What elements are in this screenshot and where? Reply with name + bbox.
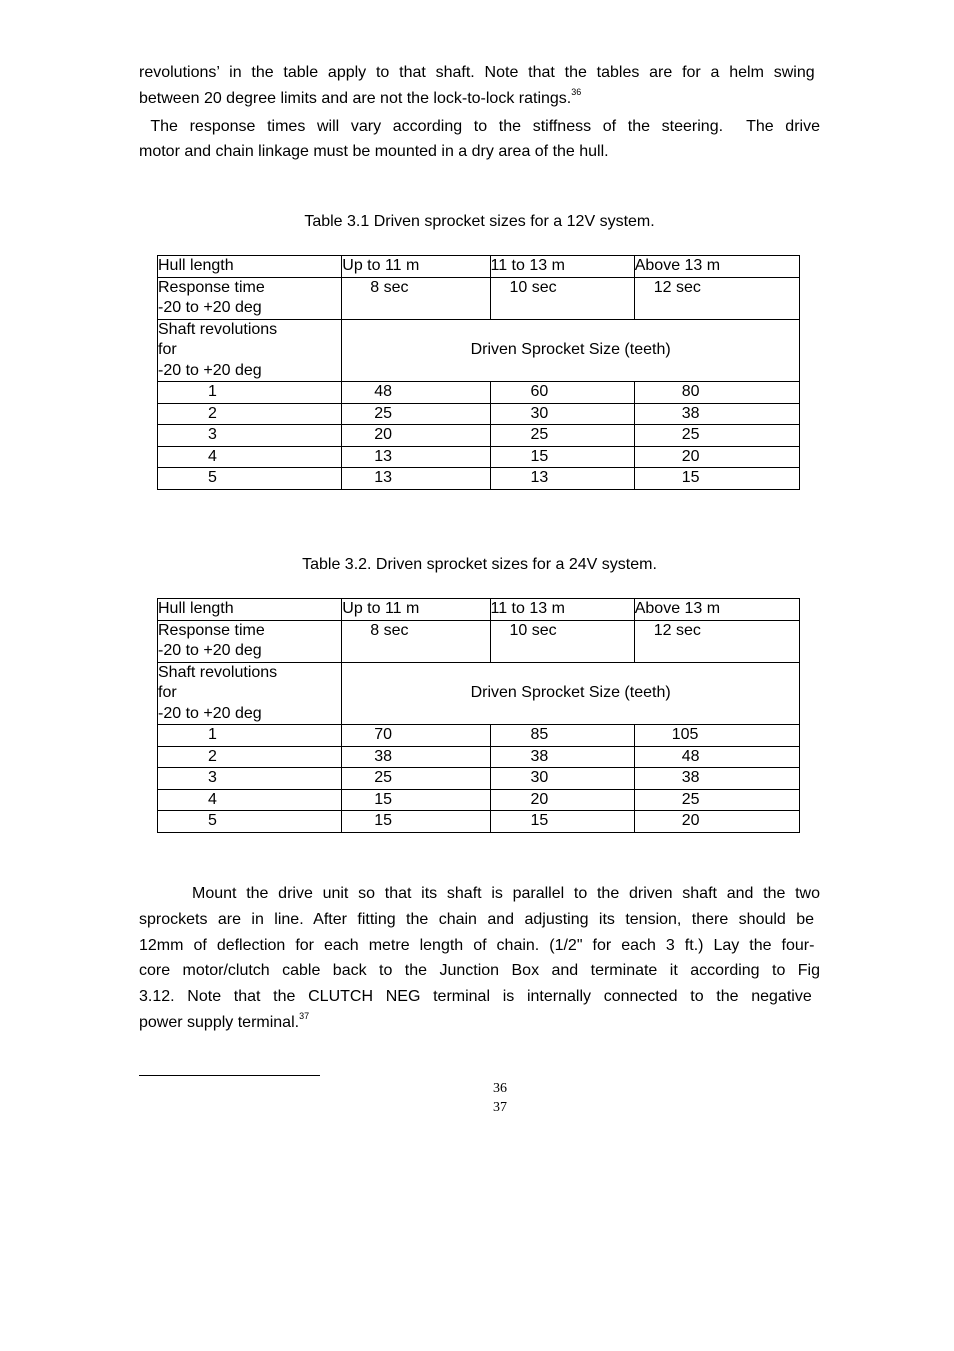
cell: 20 bbox=[490, 789, 634, 811]
table-row bbox=[158, 446, 800, 468]
footnote-ref-37[interactable]: 37 bbox=[299, 1010, 310, 1021]
intro-line-4: motor and chain linkage must be mounted in a dry area of the hull. bbox=[139, 143, 609, 161]
response-value: 10 sec bbox=[490, 277, 634, 319]
merged-sprocket-label: Driven Sprocket Size (teeth) bbox=[342, 662, 800, 725]
table-row bbox=[158, 725, 800, 747]
cell: 5 bbox=[158, 468, 342, 490]
table2-caption: Table 3.2. Driven sprocket sizes for a 24V system. bbox=[302, 556, 657, 573]
cell: 1 bbox=[158, 725, 342, 747]
header-cell: Up to 11 m bbox=[342, 599, 490, 621]
cell: 25 bbox=[490, 425, 634, 447]
header-cell: Hull length bbox=[158, 599, 342, 621]
response-row bbox=[158, 620, 800, 662]
table-row bbox=[158, 811, 800, 833]
merged-sprocket-label: Driven Sprocket Size (teeth) bbox=[342, 319, 800, 382]
mount-line-3: 12mm of deflection for each metre length of chain. (1/2" for each 3 ft.) Lay the four- bbox=[139, 936, 815, 954]
footnote-36: 36 bbox=[493, 1081, 507, 1096]
footnote-ref-36[interactable]: 36 bbox=[571, 86, 582, 97]
cell: 38 bbox=[634, 768, 799, 790]
mount-line-6: power supply terminal.$^{37}$ bbox=[139, 1010, 310, 1031]
table-header-row bbox=[158, 256, 800, 278]
table1-sprocket-12v bbox=[157, 255, 800, 490]
cell: 3 bbox=[158, 425, 342, 447]
mount-paragraph bbox=[139, 881, 820, 1038]
cell: 25 bbox=[342, 768, 490, 790]
header-cell: 11 to 13 m bbox=[490, 256, 634, 278]
table2-sprocket-24v bbox=[157, 598, 800, 833]
cell: 80 bbox=[634, 382, 799, 404]
cell: 38 bbox=[490, 746, 634, 768]
mount-line-5: 3.12. Note that the CLUTCH NEG terminal is internally connected to the negative bbox=[139, 988, 812, 1006]
header-cell: Above 13 m bbox=[634, 256, 799, 278]
cell: 20 bbox=[634, 446, 799, 468]
cell: 4 bbox=[158, 446, 342, 468]
table-header-row bbox=[158, 599, 800, 621]
cell: 105 bbox=[634, 725, 799, 747]
cell: 48 bbox=[342, 382, 490, 404]
cell: 70 bbox=[342, 725, 490, 747]
response-label: Response time -20 to +20 deg bbox=[158, 277, 342, 319]
cell: 3 bbox=[158, 768, 342, 790]
header-cell: Up to 11 m bbox=[342, 256, 490, 278]
header-cell: Hull length bbox=[158, 256, 342, 278]
table-row bbox=[158, 382, 800, 404]
response-value: 10 sec bbox=[490, 620, 634, 662]
table-row bbox=[158, 746, 800, 768]
table1-caption: Table 3.1 Driven sprocket sizes for a 12V system. bbox=[304, 213, 655, 230]
header-cell: 11 to 13 m bbox=[490, 599, 634, 621]
cell: 25 bbox=[342, 403, 490, 425]
cell: 25 bbox=[634, 789, 799, 811]
cell: 15 bbox=[342, 789, 490, 811]
cell: 20 bbox=[634, 811, 799, 833]
cell: 30 bbox=[490, 768, 634, 790]
cell: 30 bbox=[490, 403, 634, 425]
mount-line-4: core motor/clutch cable back to the Junction Box and terminate it according to Fig bbox=[139, 962, 820, 980]
cell: 15 bbox=[490, 811, 634, 833]
cell: 15 bbox=[634, 468, 799, 490]
header-cell: Above 13 m bbox=[634, 599, 799, 621]
intro-paragraph bbox=[139, 60, 820, 165]
mount-line-1: Mount the drive unit so that its shaft is parallel to the driven shaft and the two bbox=[192, 885, 820, 902]
cell: 1 bbox=[158, 382, 342, 404]
cell: 13 bbox=[342, 446, 490, 468]
cell: 2 bbox=[158, 403, 342, 425]
table-row bbox=[158, 403, 800, 425]
shaft-label-row bbox=[158, 319, 800, 382]
cell: 15 bbox=[342, 811, 490, 833]
cell: 2 bbox=[158, 746, 342, 768]
table-row bbox=[158, 768, 800, 790]
table-row bbox=[158, 425, 800, 447]
footnote-37: 37 bbox=[493, 1100, 507, 1115]
cell: 5 bbox=[158, 811, 342, 833]
response-row bbox=[158, 277, 800, 319]
footnote-separator bbox=[139, 1075, 320, 1076]
cell: 20 bbox=[342, 425, 490, 447]
cell: 13 bbox=[342, 468, 490, 490]
shaft-label: Shaft revolutions for -20 to +20 deg bbox=[158, 662, 342, 725]
response-value: 8 sec bbox=[342, 277, 490, 319]
cell: 38 bbox=[342, 746, 490, 768]
cell: 38 bbox=[634, 403, 799, 425]
response-value: 8 sec bbox=[342, 620, 490, 662]
response-value: 12 sec bbox=[634, 277, 799, 319]
cell: 25 bbox=[634, 425, 799, 447]
response-value: 12 sec bbox=[634, 620, 799, 662]
table-row bbox=[158, 789, 800, 811]
cell: 85 bbox=[490, 725, 634, 747]
cell: 13 bbox=[490, 468, 634, 490]
intro-line-2: between 20 degree limits and are not the lock-to-lock ratings.$^{36}$ bbox=[139, 86, 582, 107]
intro-line-3: The response times will vary according to the stiffness of the steering. The drive bbox=[139, 117, 820, 135]
cell: 15 bbox=[490, 446, 634, 468]
cell: 4 bbox=[158, 789, 342, 811]
shaft-label-row bbox=[158, 662, 800, 725]
mount-line-2: sprockets are in line. After fitting the chain and adjusting its tension, there should be bbox=[139, 910, 815, 928]
table-row bbox=[158, 468, 800, 490]
response-label: Response time -20 to +20 deg bbox=[158, 620, 342, 662]
shaft-label: Shaft revolutions for -20 to +20 deg bbox=[158, 319, 342, 382]
cell: 60 bbox=[490, 382, 634, 404]
cell: 48 bbox=[634, 746, 799, 768]
intro-line-1: revolutions’ in the table apply to that shaft. Note that the tables are for a helm swing bbox=[139, 64, 815, 81]
